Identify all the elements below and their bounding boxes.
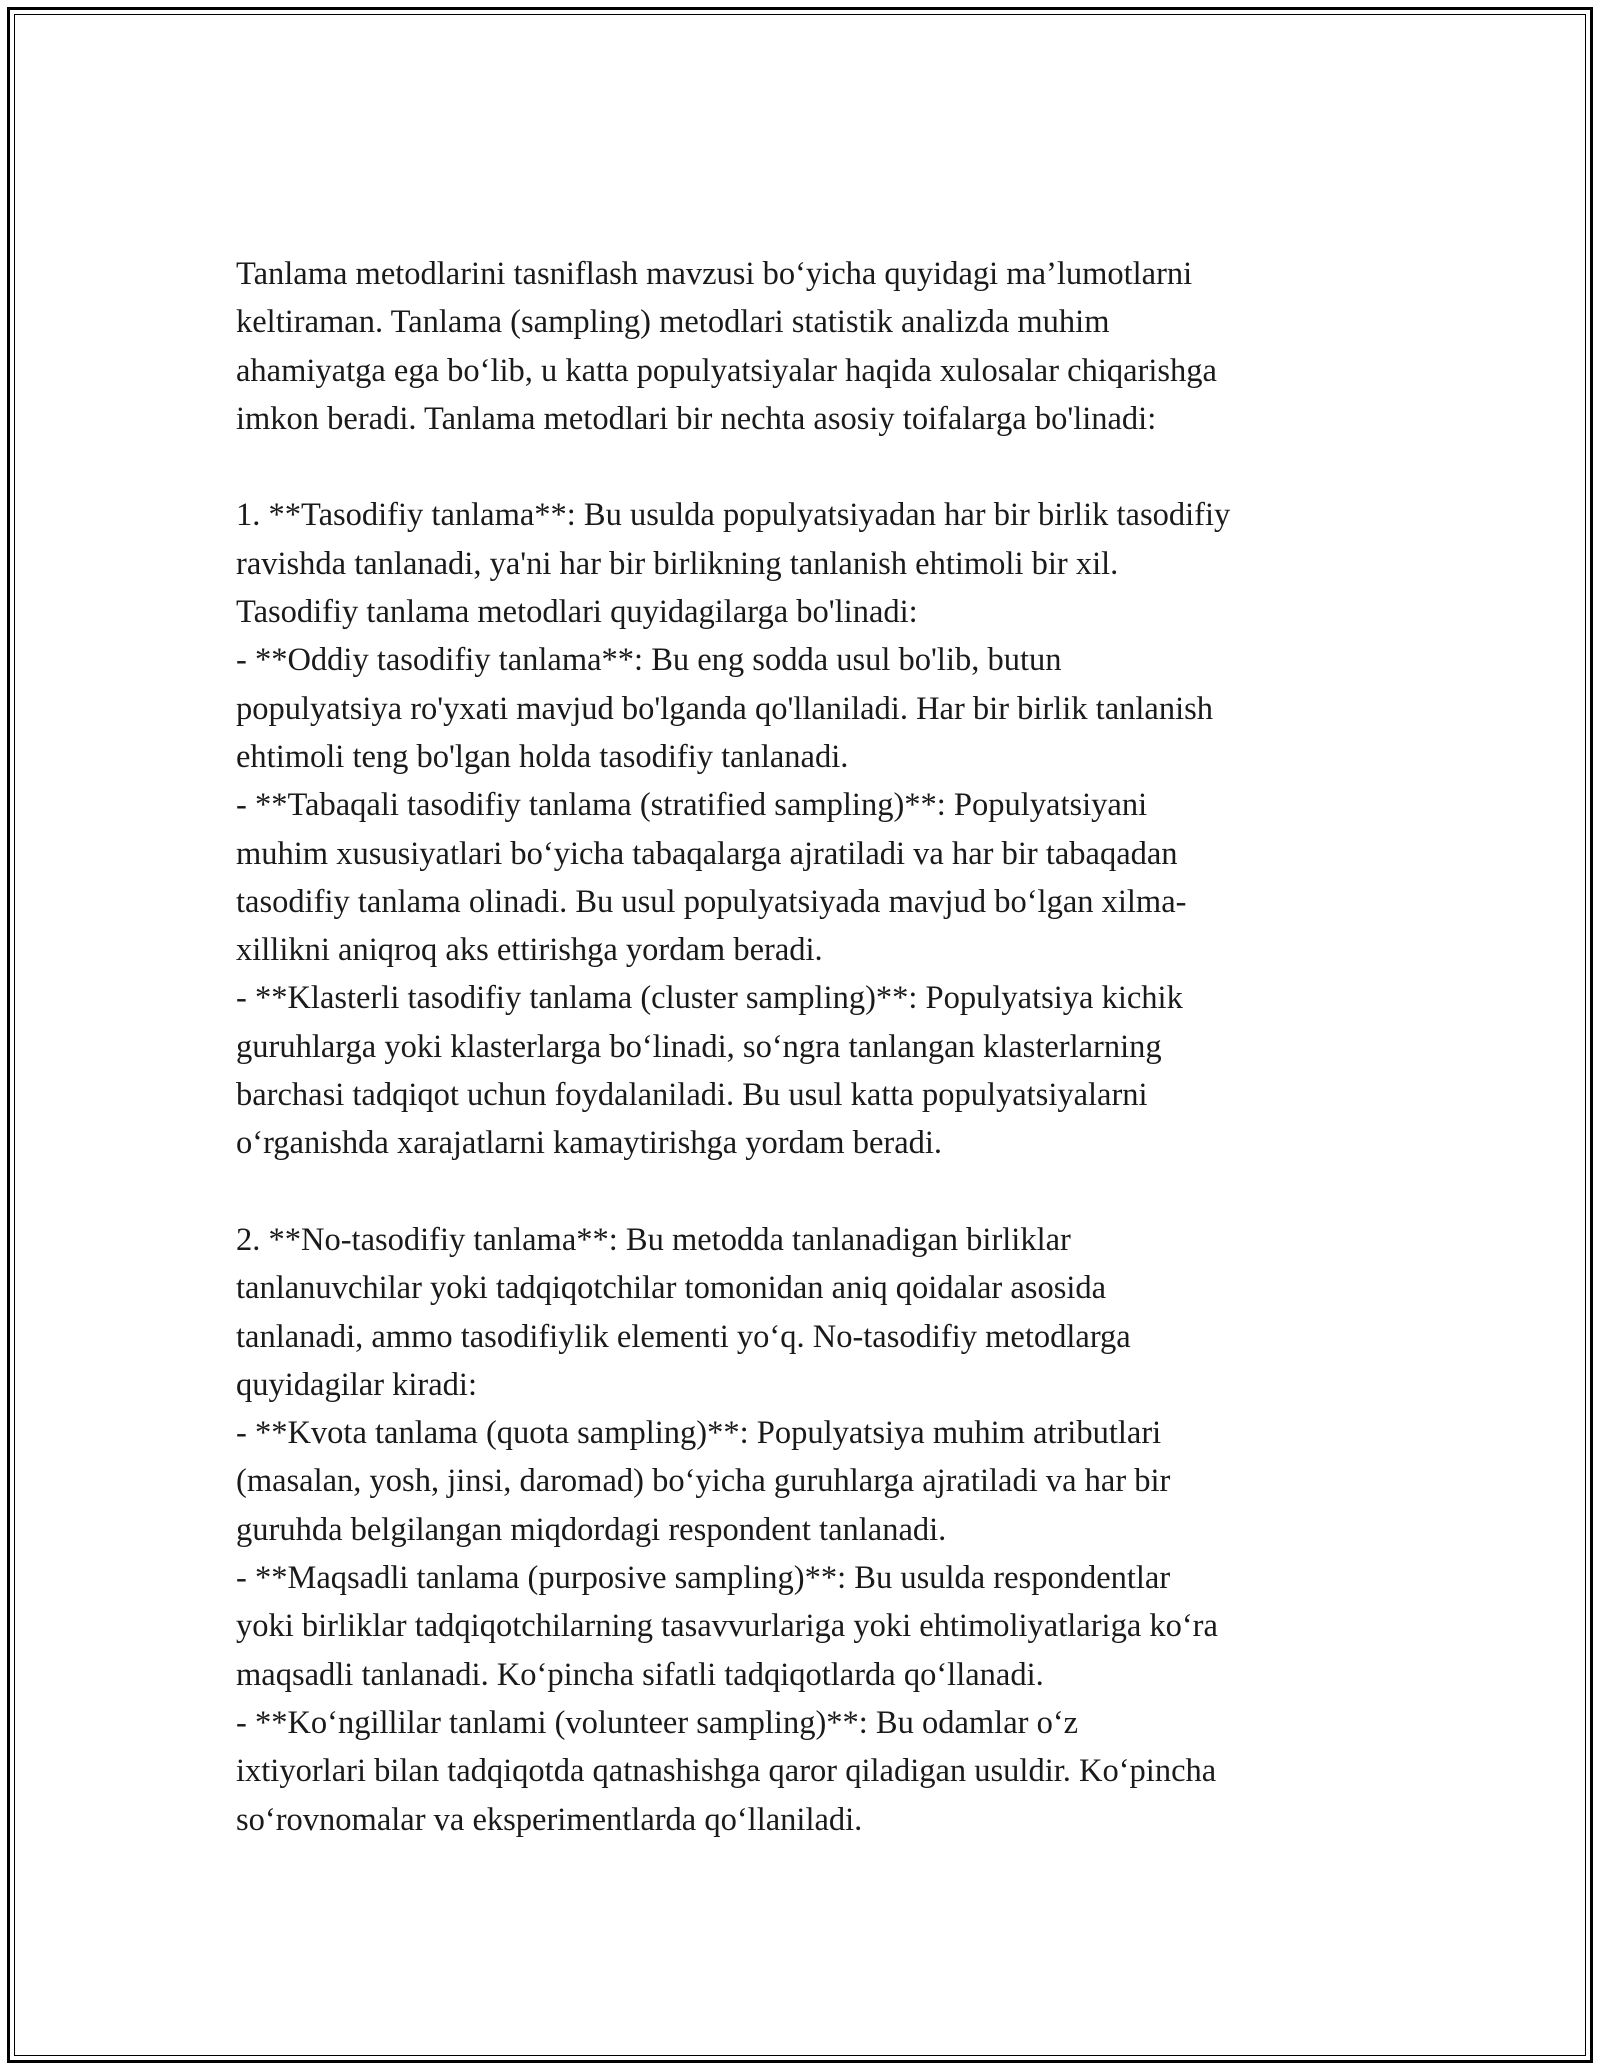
document-body-text: Tanlama metodlarini tasniflash mavzusi bo‘yicha quyidagi ma’lumotlarni keltiraman. Tanlama (sampling) metodlari statistik analizda muhim ahamiyatga ega bo‘lib, u katta populyatsiyalar haqida xulosalar chiqarishga imkon beradi. Tanlama metodlari bir nechta asosiy toifalarga bo'linadi: 1. **Tasodifiy tanlama**: Bu usulda populyatsiyadan har bir birlik tasodifiy ravishda tanlanadi, ya'ni har bir birlikning tanlanish ehtimoli bir xil. Tasodifiy tanlama metodlari quyidagilarga bo'linadi: - **Oddiy tasodifiy tanlama**: Bu eng sodda usul bo'lib, butun populyatsiya ro'yxati mavjud bo'lganda qo'llaniladi. Har bir birlik tanlanish ehtimoli teng bo'lgan holda tasodifiy tanlanadi. - **Tabaqali tasodifiy tanlama (stratified sampling)**: Populyatsiyani muhim xususiyatlari bo‘yicha tabaqalarga ajratiladi va har bir tabaqadan tasodifiy tanlama olinadi. Bu usul populyatsiyada mavjud bo‘lgan xilma- xillikni aniqroq aks ettirishga yordam beradi. - **Klasterli tasodifiy tanlama (cluster sampling)**: Populyatsiya kichik guruhlarga yoki klasterlarga bo‘linadi, so‘ngra tanlangan klasterlarning barchasi tadqiqot uchun foydalaniladi. Bu usul katta populyatsiyalarni o‘rganishda xarajatlarni kamaytirishga yordam beradi. 2. **No-tasodifiy tanlama**: Bu metodda tanlanadigan birliklar tanlanuvchilar yoki tadqiqotchilar tomonidan aniq qoidalar asosida tanlanadi, ammo tasodifiylik elementi yo‘q. No-tasodifiy metodlarga quyidagilar kiradi: - **Kvota tanlama (quota sampling)**: Populyatsiya muhim atributlari (masalan, yosh, jinsi, daromad) bo‘yicha guruhlarga ajratiladi va har bir guruhda belgilangan miqdordagi respondent tanlanadi. - **Maqsadli tanlama (purposive sampling)**: Bu usulda respondentlar yoki birliklar tadqiqotchilarning tasavvurlariga yoki ehtimoliyatlariga ko‘ra maqsadli tanlanadi. Ko‘pincha sifatli tadqiqotlarda qo‘llanadi. - **Ko‘ngillilar tanlami (volunteer sampling)**: Bu odamlar o‘z ixtiyorlari bilan tadqiqotda qatnashishga qaror qiladigan usuldir. Ko‘pincha so‘rovnomalar va eksperimentlarda qo‘llaniladi. xyxy=(236,256,1231,1838)
